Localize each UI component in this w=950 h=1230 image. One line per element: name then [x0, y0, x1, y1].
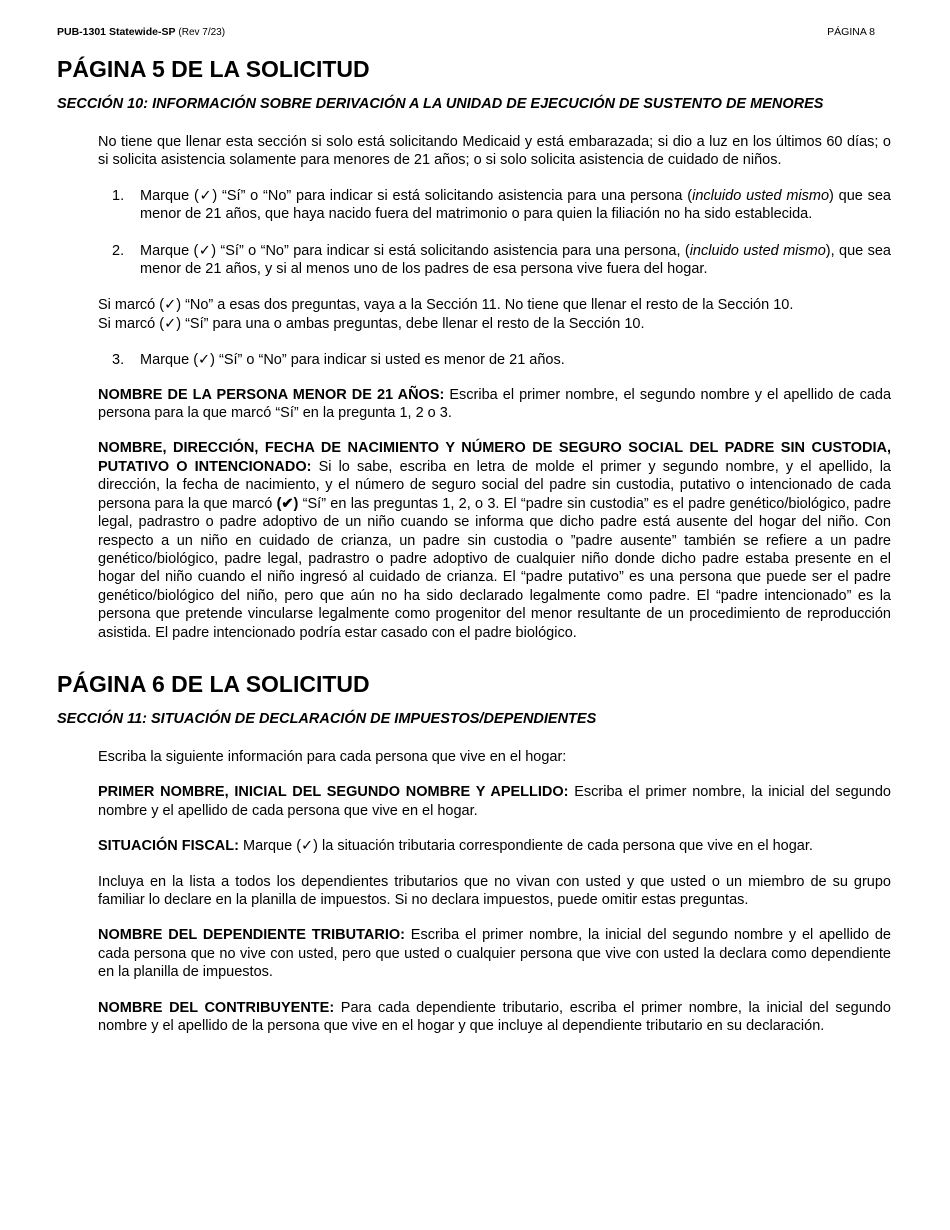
- document-page: [57, 26, 891, 1052]
- field-label: SITUACIÓN FISCAL:: [98, 838, 239, 855]
- page-number: PÁGINA 8: [827, 26, 875, 38]
- dependents-note: Incluya en la lista a todos los dependientes tributarios que no vivan con usted y que usted o un miembro de su grupo familiar lo declare en la planilla de impuestos. Si no declara impuestos, puede omitir estas preguntas.: [98, 873, 891, 908]
- page-header: [57, 26, 875, 42]
- field-label: NOMBRE DEL CONTRIBUYENTE:: [98, 999, 335, 1016]
- section-10-body: [98, 133, 891, 642]
- field-label: NOMBRE DEL DEPENDIENTE TRIBUTARIO:: [98, 927, 405, 944]
- section-10-intro: No tiene que llenar esta sección si solo está solicitando Medicaid y está embarazada; si dio a luz en los últimos 60 días; o si solicita asistencia solamente para menores de 21 años; o si solo solicita asistencia de cuidado de niños.: [98, 134, 891, 169]
- section-11-intro: Escriba la siguiente información para cada persona que vive en el hogar:: [98, 748, 567, 765]
- taxpayer-name-field: NOMBRE DEL CONTRIBUYENTE: Para cada dependiente tributario, escriba el primer nombre, la inicial del segundo nombre y el apellido de la persona que vive en el hogar y que incluye al dependiente tributario en su declaración.: [98, 999, 891, 1034]
- household-name-field: PRIMER NOMBRE, INICIAL DEL SEGUNDO NOMBRE Y APELLIDO: Escriba el primer nombre, la inicial del segundo nombre y el apellido de cada persona que vive en el hogar.: [98, 784, 891, 819]
- field-label: PRIMER NOMBRE, INICIAL DEL SEGUNDO NOMBRE Y APELLIDO:: [98, 784, 569, 801]
- minor-name-field: NOMBRE DE LA PERSONA MENOR DE 21 AÑOS: Escriba el primer nombre, el segundo nombre y el apellido de cada persona para la que marcó “Sí” en la pregunta 1, 2 o 3.: [98, 386, 892, 422]
- question-number: 3.: [112, 352, 125, 369]
- skip-instructions: [98, 296, 891, 333]
- skip-note-yes: Si marcó (✓) “Sí” para una o ambas preguntas, debe llenar el resto de la Sección 10.: [98, 315, 645, 332]
- question-1: 1. Marque (✓) “Sí” o “No” para indicar si está solicitando asistencia para una persona (incluido usted mismo) que sea menor de 21 años, que haya nacido fuera del matrimonio o para quien la filiación no ha sido establecida.: [112, 187, 891, 223]
- field-label: NOMBRE DE LA PERSONA MENOR DE 21 AÑOS:: [98, 386, 445, 403]
- question-number: 1.: [112, 187, 125, 204]
- question-list-3: [98, 351, 891, 369]
- tax-dependent-name-field: NOMBRE DEL DEPENDIENTE TRIBUTARIO: Escriba el primer nombre, la inicial del segundo nombre y el apellido de cada persona que no vive con usted, pero que usted o cualquier persona que vive con usted la declara como dependiente en la planilla de impuestos.: [98, 927, 891, 981]
- publication-id: PUB-1301 Statewide-SP (Rev 7/23): [57, 26, 226, 38]
- check-mark: (✔): [276, 495, 299, 512]
- question-list-1-2: [98, 187, 891, 279]
- section-11-title: SECCIÓN 11: SITUACIÓN DE DECLARACIÓN DE IMPUESTOS/DEPENDIENTES: [57, 710, 597, 727]
- field-label: NOMBRE, DIRECCIÓN, FECHA DE NACIMIENTO Y NÚMERO DE SEGURO SOCIAL DEL PADRE SIN CUSTODIA, PUTATIVO O INTENCIONADO:: [98, 440, 891, 475]
- tax-status-field: SITUACIÓN FISCAL: Marque (✓) la situación tributaria correspondiente de cada persona que vive en el hogar.: [98, 838, 813, 855]
- page-6-title: PÁGINA 6 DE LA SOLICITUD: [57, 670, 370, 697]
- absent-parent-field: NOMBRE, DIRECCIÓN, FECHA DE NACIMIENTO Y NÚMERO DE SEGURO SOCIAL DEL PADRE SIN CUSTODIA, PUTATIVO O INTENCIONADO: Si lo sabe, escriba en letra de molde el primer y segundo nombre, y el apellido, la dirección, la fecha de nacimiento, y el número de seguro social del padre sin custodia, putativo o intencionado de cada persona para la que marcó (✔) “Sí” en las preguntas 1, 2, o 3. El “padre sin custodia” es el padre genético/biológico, padre legal, padrastro o padre adoptivo de un niño cuando se informa que dicho padre está ausente del hogar del niño. Con respecto a un niño en cuidado de crianza, un padre sin custodia o ”padre ausente” también se refiere a un padre genético/biológico, padre legal, padrastro o padre adoptivo de cualquier niño donde dicho padre estaba presente en el hogar del niño cuando el niño ingresó al cuidado de crianza. El “padre putativo” es una persona que puede ser el padre genético/biológico del niño, pero que aún no ha sido declarado legalmente como padre. El “padre intencionado” es la persona que pretende vincularse legalmente como progenitor del menor resultante de un procedimiento de reproducción asistida. El padre intencionado podría estar casado con el padre biológico.: [98, 440, 892, 641]
- question-number: 2.: [112, 242, 125, 259]
- revision-date: (Rev 7/23): [178, 27, 226, 38]
- page-5-title: PÁGINA 5 DE LA SOLICITUD: [57, 56, 370, 82]
- section-10-title: SECCIÓN 10: INFORMACIÓN SOBRE DERIVACIÓN A LA UNIDAD DE EJECUCIÓN DE SUSTENTO DE MENORES: [57, 96, 824, 112]
- question-3: 3. Marque (✓) “Sí” o “No” para indicar si usted es menor de 21 años.: [112, 352, 565, 369]
- skip-note-no: Si marcó (✓) “No” a esas dos preguntas, vaya a la Sección 11. No tiene que llenar el resto de la Sección 10.: [98, 297, 794, 314]
- question-2: 2. Marque (✓) “Sí” o “No” para indicar si está solicitando asistencia para una persona, (incluido usted mismo), que sea menor de 21 años, y si al menos uno de los padres de esa persona vive fuera del hogar.: [112, 242, 891, 278]
- section-11-body: [98, 748, 891, 1035]
